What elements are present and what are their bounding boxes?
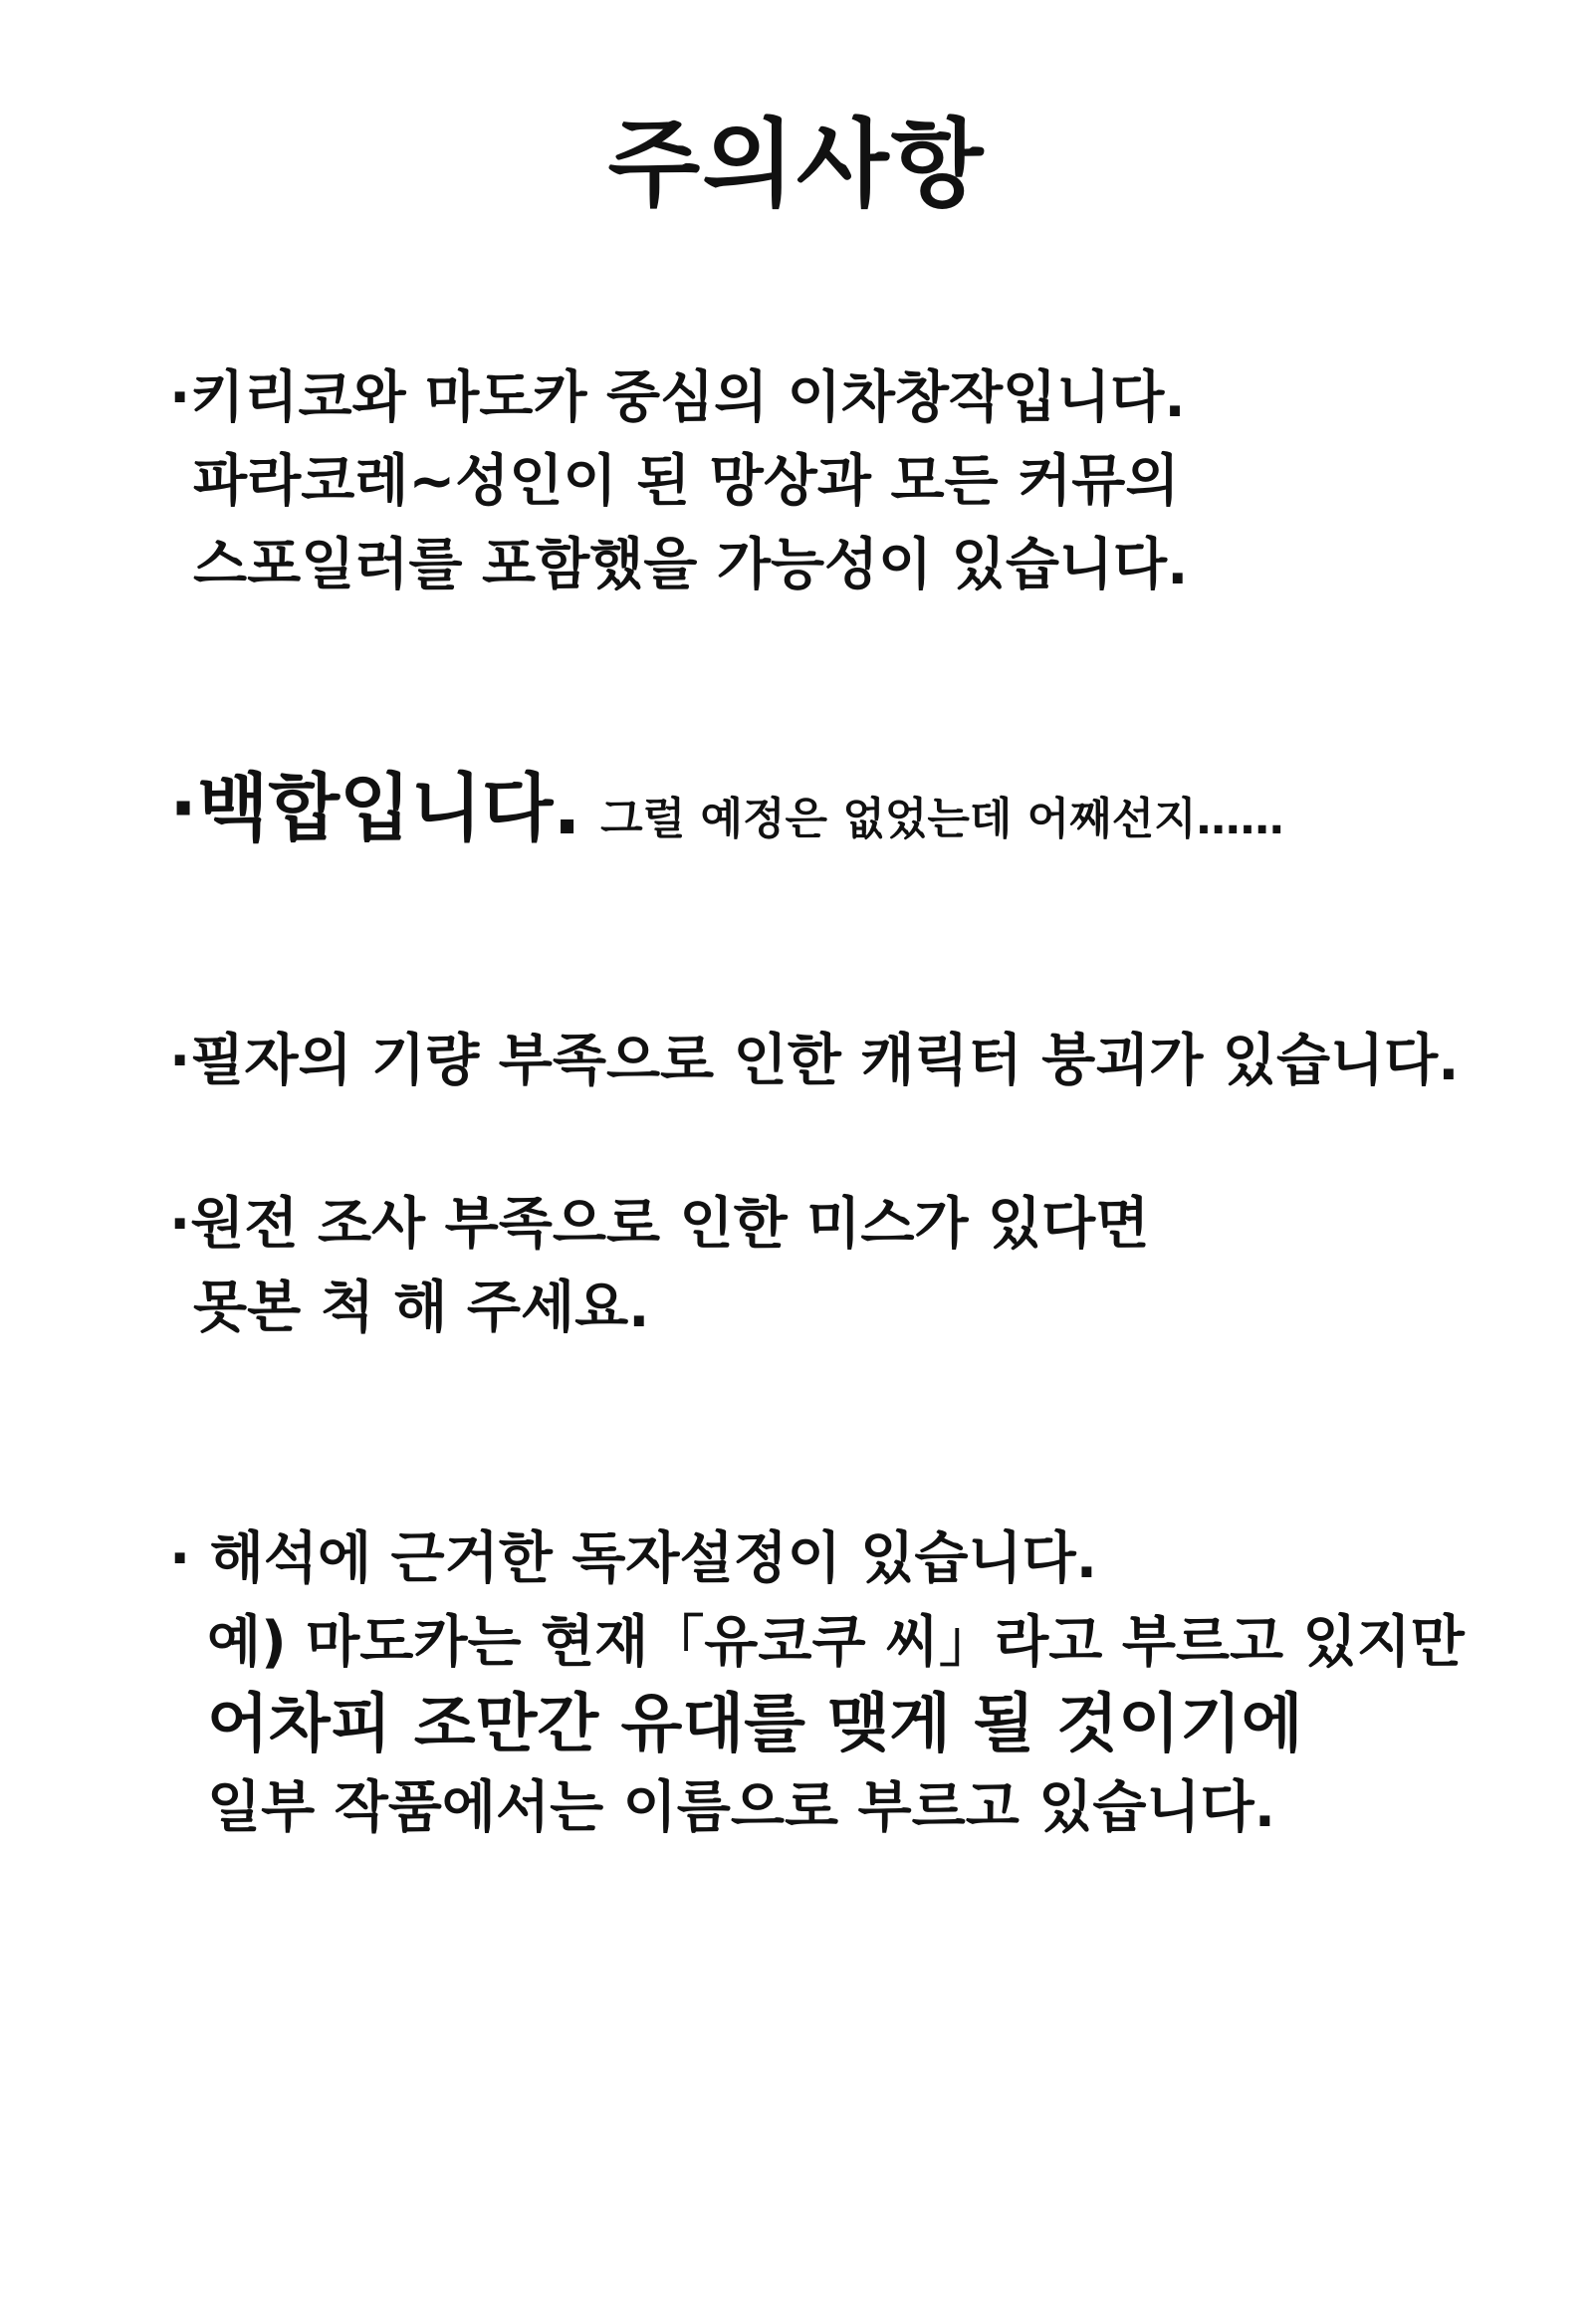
note-4-line-2: 못본 척 해 주세요.: [193, 1276, 650, 1340]
note-2: [169, 765, 1284, 853]
page-title: 주의사항: [607, 109, 986, 220]
note-1-line-3: 스포일러를 포함했을 가능성이 있습니다.: [193, 533, 1189, 597]
note-5-line-3: 어차피 조만간 유대를 맺게 될 것이기에: [207, 1688, 1303, 1761]
note-2-aside: 그럴 예정은 없었는데 어째선지……: [600, 794, 1284, 844]
note-1-line-1: ·키리코와 마도카 중심의 이차창작입니다.: [169, 365, 1186, 430]
note-3-line-1: ·필자의 기량 부족으로 인한 캐릭터 붕괴가 있습니다.: [169, 1029, 1460, 1093]
note-1-line-2: 파라코레~성인이 된 망상과 모든 커뮤의: [193, 449, 1180, 514]
note-4-line-1: ·원전 조사 부족으로 인한 미스가 있다면: [169, 1192, 1150, 1257]
note-5-line-4: 일부 작품에서는 이름으로 부르고 있습니다.: [207, 1775, 1275, 1840]
note-2-main: ·백합입니다.: [169, 766, 581, 851]
note-5-line-1: · 해석에 근거한 독자설정이 있습니다.: [169, 1526, 1097, 1591]
note-5-line-2: 예) 마도카는 현재「유코쿠 씨」라고 부르고 있지만: [207, 1610, 1465, 1675]
